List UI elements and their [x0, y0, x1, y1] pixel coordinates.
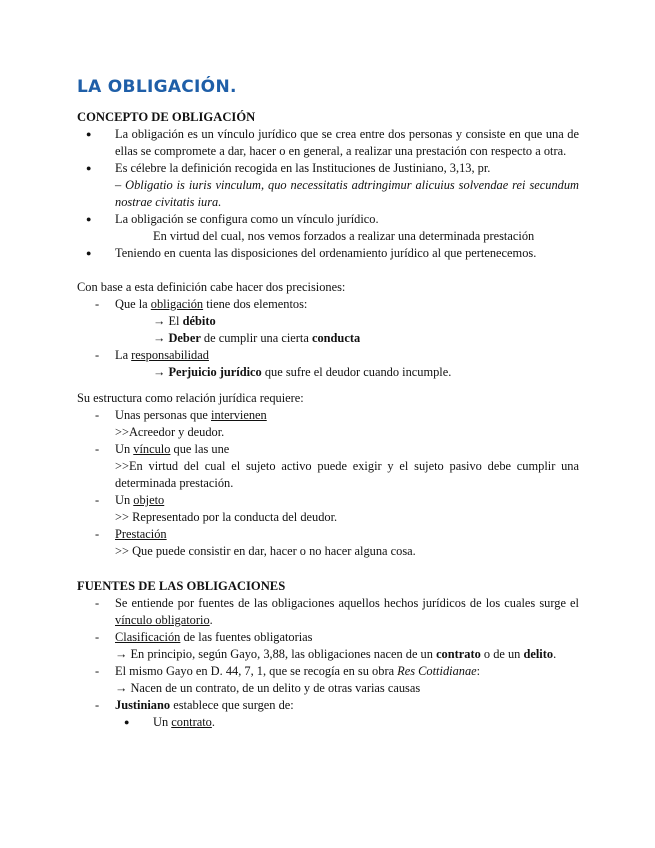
text: El — [165, 314, 183, 328]
list-item — [77, 126, 579, 160]
fuentes-list — [77, 595, 579, 731]
text: establece que surgen de: — [170, 698, 294, 712]
section-heading-fuentes: FUENTES DE LAS OBLIGACIONES — [77, 579, 286, 593]
list-item — [77, 595, 579, 629]
list-item — [77, 296, 579, 347]
sub-line-deber — [115, 330, 579, 347]
text: de cumplir una cierta — [200, 331, 312, 345]
italic-term: Res Cottidianae — [397, 664, 477, 678]
list-item-text: Teniendo en cuenta las disposiciones del ordenamiento jurídico al que pertenecemos. — [115, 246, 537, 260]
list-item — [77, 492, 579, 526]
list-item — [77, 663, 579, 697]
list-item — [77, 347, 579, 381]
bold-term: débito — [182, 314, 216, 328]
section-heading-concepto: CONCEPTO DE OBLIGACIÓN — [77, 110, 256, 124]
list-item-subtext: En virtud del cual, nos vemos forzados a realizar una determinada prestación — [153, 229, 535, 243]
underlined-term: intervienen — [211, 408, 267, 422]
text: Se entiende por fuentes de las obligaciones aquellos hechos jurídicos de los cuales surge el — [115, 596, 579, 610]
underlined-term: vínculo obligatorio — [115, 613, 210, 627]
list-item — [77, 245, 579, 262]
text: Unas personas que — [115, 408, 212, 422]
text: o de un — [480, 647, 524, 661]
bold-term: delito — [523, 647, 554, 661]
list-item — [77, 441, 579, 492]
arrow-icon: → — [153, 314, 166, 328]
document-body — [77, 108, 579, 731]
list-item — [77, 629, 579, 663]
text: El mismo Gayo en D. 44, 7, 1, que se recogía en su obra — [115, 664, 398, 678]
text: Un — [153, 715, 172, 729]
list-item-subtext: >>Acreedor y deudor. — [115, 425, 225, 439]
list-item — [77, 697, 579, 731]
list-item-subtext: >>En virtud del cual el sujeto activo puede exigir y el sujeto pasivo debe cumplir una determinada prestación. — [115, 459, 579, 490]
concepto-list — [77, 126, 579, 262]
estructura-intro: Su estructura como relación jurídica requiere: — [77, 391, 304, 405]
text: de las fuentes obligatorias — [180, 630, 313, 644]
list-item-text: Es célebre la definición recogida en las Instituciones de Justiniano, 3,13, pr. — [115, 161, 491, 175]
bold-term: Justiniano — [115, 698, 171, 712]
list-item-subtext: → Nacen de un contrato, de un delito y de otras varias causas — [115, 681, 421, 695]
bold-term: Deber — [165, 331, 201, 345]
text: Un — [115, 442, 134, 456]
list-item-subtext: >> Que puede consistir en dar, hacer o no hacer alguna cosa. — [115, 544, 416, 558]
text: tiene dos elementos: — [203, 297, 308, 311]
text: La — [115, 348, 132, 362]
arrow-icon: → — [153, 331, 166, 345]
underlined-term: vínculo — [133, 442, 171, 456]
list-item — [115, 714, 579, 731]
sub-line-perjuicio — [115, 364, 579, 381]
text: : — [476, 664, 481, 678]
sub-line-debito — [115, 313, 579, 330]
text: . — [211, 715, 215, 729]
latin-quote: – Obligatio is iuris vinculum, quo necessitatis adtringimur alicuius solvendae rei secundum nostrae civitatis iura. — [115, 178, 579, 209]
underlined-term: responsabilidad — [131, 348, 209, 362]
estructura-list — [77, 407, 579, 560]
list-item-text: La obligación se configura como un vínculo jurídico. — [115, 212, 379, 226]
text: . — [209, 613, 213, 627]
list-item — [77, 526, 579, 560]
page-title: LA OBLIGACIÓN. — [77, 77, 237, 97]
list-item-subtext: >> Representado por la conducta del deudor. — [115, 510, 338, 524]
bold-term: Perjuicio jurídico — [165, 365, 262, 379]
text: . — [553, 647, 557, 661]
underlined-term: contrato — [171, 715, 212, 729]
underlined-term: obligación — [150, 297, 204, 311]
list-item-text: La obligación es un vínculo jurídico que se crea entre dos personas y consiste en que una de ellas se compromete a dar, hacer o en general, a realizar una prestación con respecto a otra. — [115, 127, 579, 158]
list-item — [77, 211, 579, 245]
text: que las une — [170, 442, 230, 456]
underlined-term: objeto — [133, 493, 165, 507]
list-item — [77, 160, 579, 211]
text: que sufre el deudor cuando incumple. — [261, 365, 452, 379]
bold-term: contrato — [436, 647, 481, 661]
underlined-term: Prestación — [115, 527, 167, 541]
bold-term: conducta — [311, 331, 361, 345]
text: Que la — [115, 297, 151, 311]
text: Un — [115, 493, 134, 507]
list-item-subtext — [115, 646, 579, 663]
list-item — [77, 407, 579, 441]
underlined-term: Clasificación — [115, 630, 181, 644]
nested-list — [115, 714, 579, 731]
precisiones-list — [77, 296, 579, 381]
arrow-icon: → — [153, 365, 166, 379]
text: → En principio, según Gayo, 3,88, las obligaciones nacen de un — [115, 647, 437, 661]
precisiones-intro: Con base a esta definición cabe hacer dos precisiones: — [77, 280, 346, 294]
